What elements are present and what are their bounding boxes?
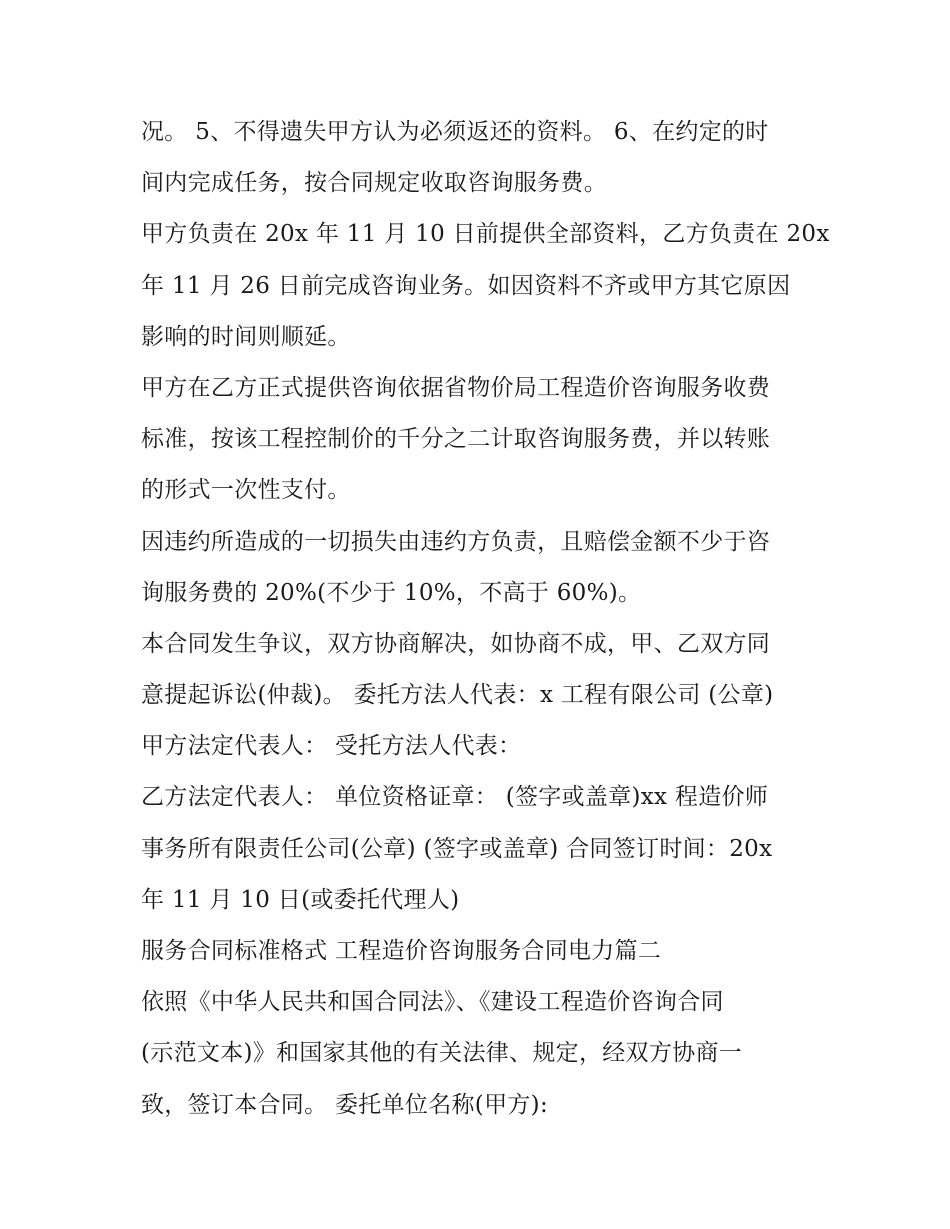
- text-line: 的形式一次性支付。: [141, 477, 351, 504]
- text-line: 年 11 月 10 日(或委托代理人): [141, 886, 460, 913]
- text-line: 况。 5、不得遗失甲方认为必须返还的资料。 6、在约定的时: [141, 119, 769, 145]
- document-body: [141, 107, 830, 1131]
- text-line: 甲方在乙方正式提供咨询依据省物价局工程造价咨询服务收费: [141, 374, 771, 401]
- text-line: 标准，按该工程控制价的千分之二计取咨询服务费，并以转账: [141, 426, 771, 453]
- text-line: 乙方法定代表人： 单位资格证章： (签字或盖章)xx 程造价师: [141, 784, 769, 811]
- text-line: 甲方负责在 20x 年 11 月 10 日前提供全部资料，乙方负责在 20x: [141, 221, 830, 248]
- text-line: 致，签订本合同。 委托单位名称(甲方):: [141, 1091, 549, 1118]
- text-line: 间内完成任务，按合同规定收取咨询服务费。: [141, 170, 607, 197]
- text-line: 影响的时间则顺延。: [141, 323, 351, 350]
- section-heading: 服务合同标准格式 工程造价咨询服务合同电力篇二: [141, 938, 662, 964]
- text-line: 询服务费的 20%(不少于 10%，不高于 60%)。: [141, 579, 642, 606]
- text-line: 依照《中华人民共和国合同法》、《建设工程造价咨询合同: [141, 989, 724, 1016]
- text-line: (示范文本)》和国家其他的有关法律、规定，经双方协商一: [141, 1040, 743, 1067]
- text-line: 年 11 月 26 日前完成咨询业务。如因资料不齐或甲方其它原因: [141, 272, 791, 299]
- text-line: 甲方法定代表人： 受托方法人代表：: [141, 733, 522, 760]
- text-line: 意提起诉讼(仲裁)。 委托方法人代表：x 工程有限公司 (公章): [141, 682, 774, 709]
- text-line: 事务所有限责任公司(公章) (签字或盖章) 合同签订时间：20x: [141, 835, 773, 862]
- text-line: 因违约所造成的一切损失由违约方负责，且赔偿金额不少于咨: [141, 528, 771, 555]
- text-line: 本合同发生争议，双方协商解决，如协商不成，甲、乙双方同: [141, 630, 771, 657]
